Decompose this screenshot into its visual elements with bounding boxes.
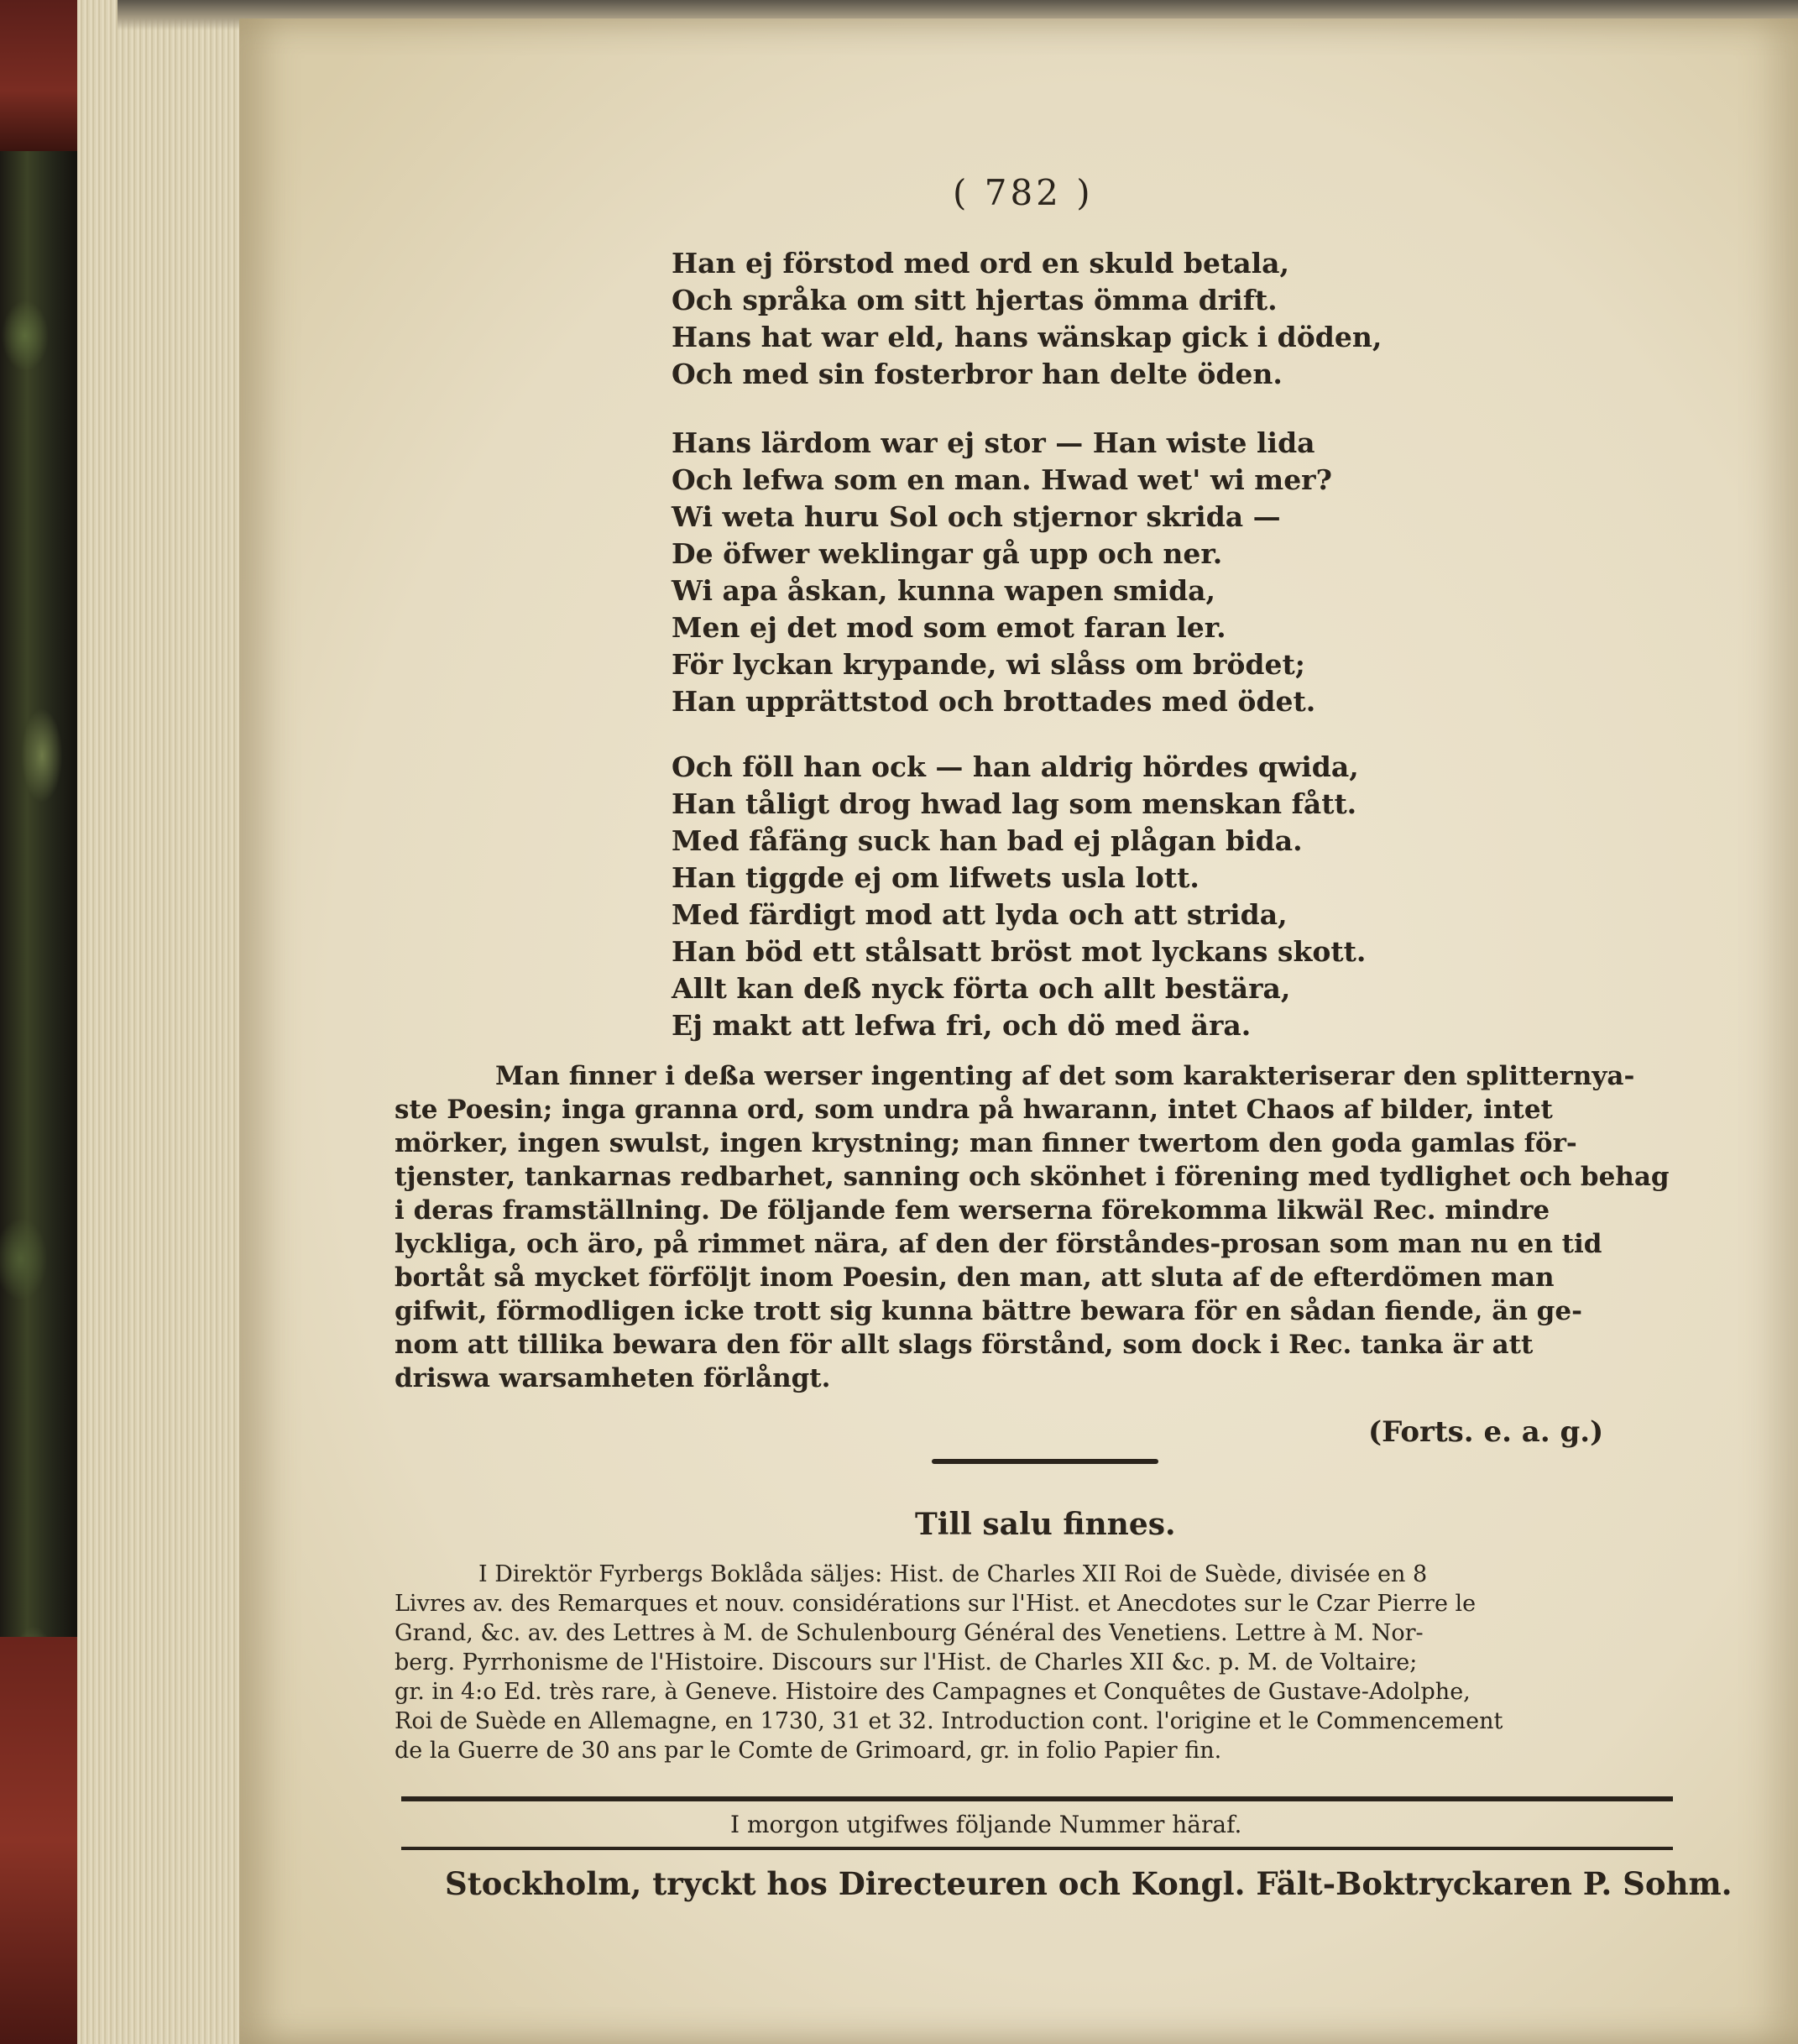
next-issue-note: I morgon utgifwes följande Nummer häraf. (730, 1811, 1242, 1838)
paragraph-line: i deras framställning. De följande fem werserna förekomma likwäl Rec. mindre (395, 1195, 1550, 1226)
notice-line: gr. in 4:o Ed. très rare, à Geneve. Histoire des Campagnes et Conquêtes de Gustave-Adolphe, (395, 1679, 1471, 1705)
notice-line: Livres av. des Remarques et nouv. considérations sur l'Hist. et Anecdotes sur le Czar Pierre le (395, 1591, 1477, 1617)
continued-note: (Forts. e. a. g.) (1368, 1415, 1604, 1449)
verse-line: Han böd ett stålsatt bröst mot lyckans skott. (672, 935, 1367, 968)
verse-line: Och språka om sitt hjertas ömma drift. (672, 284, 1278, 316)
verse-line: Hans hat war eld, hans wänskap gick i döden, (672, 321, 1382, 353)
verse-line: De öfwer weklingar gå upp och ner. (672, 537, 1223, 570)
verse-stanza-1 (672, 245, 1382, 393)
verse-line: Allt kan deß nyck förta och allt bestära, (672, 972, 1291, 1005)
notice-line: berg. Pyrrhonisme de l'Histoire. Discours sur l'Hist. de Charles XII &c. p. M. de Voltaire; (395, 1649, 1418, 1675)
verse-line: Han upprättstod och brottades med ödet. (672, 685, 1316, 718)
verse-line: Han ej förstod med ord en skuld betala, (672, 247, 1290, 280)
paragraph-line: driswa warsamheten förlångt. (395, 1363, 831, 1393)
verse-line: Wi apa åskan, kunna wapen smida, (672, 574, 1216, 607)
verse-line: Och lefwa som en man. Hwad wet' wi mer? (672, 463, 1332, 496)
verse-line: Och föll han ock — han aldrig hördes qwida, (672, 750, 1359, 783)
paragraph-line: nom att tillika bewara den för allt slags förstånd, som dock i Rec. tanka är att (395, 1330, 1534, 1360)
verse-line: Han tiggde ej om lifwets usla lott. (672, 861, 1200, 894)
paragraph-line: ste Poesin; inga granna ord, som undra på hwarann, intet Chaos af bilder, intet (395, 1095, 1553, 1125)
footer-rule-bottom (401, 1847, 1673, 1850)
verse-line: Och med sin fosterbror han delte öden. (672, 358, 1283, 390)
verse-stanza-2 (672, 425, 1332, 720)
footer-rule-top (401, 1796, 1673, 1801)
binding-leather-top (0, 0, 77, 151)
verse-line: Han tåligt drog hwad lag som menskan fått. (672, 787, 1357, 820)
notice-line: de la Guerre de 30 ans par le Comte de Grimoard, gr. in folio Papier fin. (395, 1738, 1222, 1764)
binding-leather-bottom (0, 1637, 77, 2044)
notice-line: Grand, &c. av. des Lettres à M. de Schulenbourg Général des Venetiens. Lettre à M. Nor- (395, 1620, 1424, 1646)
sale-heading: Till salu finnes. (915, 1507, 1176, 1542)
notice-line: I Direktör Fyrbergs Boklåda säljes: Hist. de Charles XII Roi de Suède, divisée en 8 (478, 1561, 1428, 1587)
section-divider (932, 1459, 1158, 1464)
sale-notice (395, 1560, 1687, 1765)
verse-line: För lyckan krypande, wi slåss om brödet; (672, 648, 1305, 681)
paragraph-line: tjenster, tankarnas redbarhet, sanning och skönhet i förening med tydlighet och behag (395, 1162, 1670, 1192)
paragraph-line: gifwit, förmodligen icke trott sig kunna bättre bewara för en sådan fiende, än ge- (395, 1296, 1582, 1326)
paragraph-line: Man finner i deßa werser ingenting af det som karakteriserar den splitternya- (495, 1061, 1635, 1091)
notice-line: Roi de Suède en Allemagne, en 1730, 31 et 32. Introduction cont. l'origine et le Commencement (395, 1708, 1503, 1734)
page-number: ( 782 ) (953, 172, 1094, 213)
verse-line: Men ej det mod som emot faran ler. (672, 611, 1226, 644)
paragraph-line: bortåt så mycket förföljt inom Poesin, den man, att sluta af de efterdömen man (395, 1262, 1555, 1293)
printer-imprint: Stockholm, tryckt hos Directeuren och Kongl. Fält-Boktryckaren P. Sohm. (445, 1865, 1733, 1902)
page-edges (77, 0, 245, 2044)
paragraph-line: mörker, ingen swulst, ingen krystning; man finner twertom den goda gamlas för- (395, 1128, 1577, 1158)
verse-stanza-3 (672, 749, 1366, 1044)
commentary-paragraph (395, 1059, 1687, 1395)
verse-line: Ej makt att lefwa fri, och dö med ära. (672, 1009, 1252, 1042)
verse-line: Hans lärdom war ej stor — Han wiste lida (672, 426, 1315, 459)
paragraph-line: lyckliga, och äro, på rimmet nära, af den der förståndes-prosan som man nu en tid (395, 1229, 1602, 1259)
verse-line: Med färdigt mod att lyda och att strida, (672, 898, 1288, 931)
verse-line: Med fåfäng suck han bad ej plågan bida. (672, 824, 1303, 857)
verse-line: Wi weta huru Sol och stjernor skrida — (672, 500, 1281, 533)
